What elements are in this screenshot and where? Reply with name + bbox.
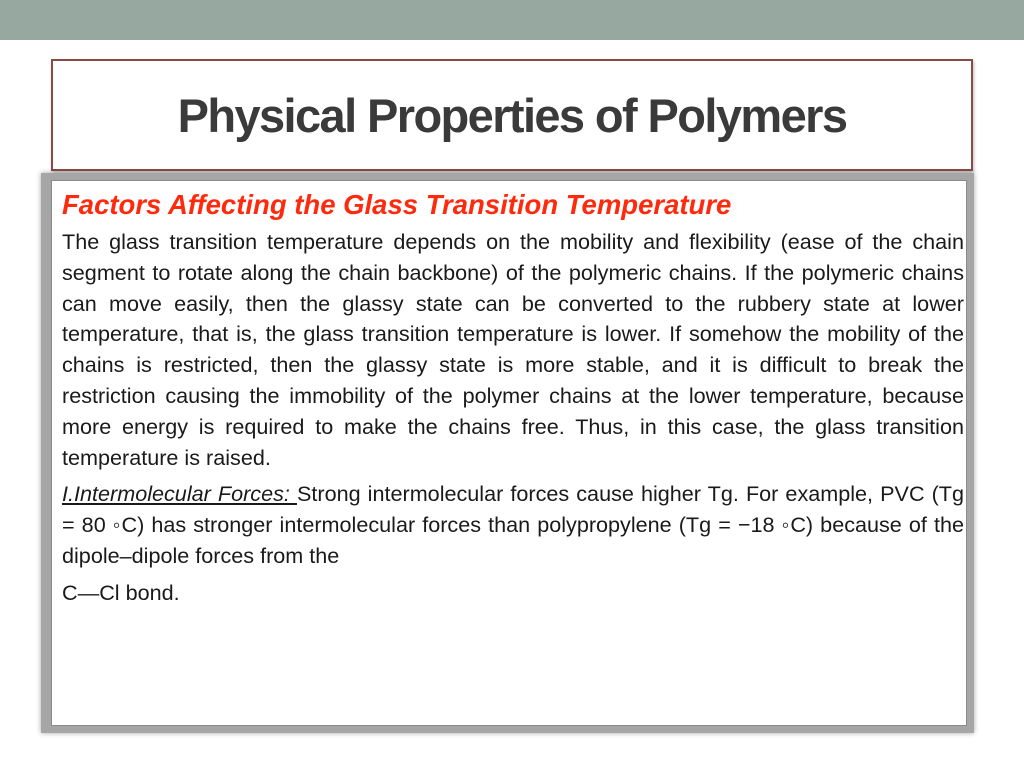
point-1-continuation: C—Cl bond.: [62, 579, 180, 605]
point-1-text: Strong intermolecular forces cause higher Tg. For example, PVC (Tg = 80 ◦C) has stronger intermolecular forces than polypropylene (Tg = −18 ◦C) because of the dipole–dipole forces from the: [62, 481, 965, 568]
title-box: [51, 59, 973, 171]
point-1: [62, 479, 964, 571]
section-heading: Factors Affecting the Glass Transition Temperature: [62, 189, 732, 220]
point-1-label: I.Intermolecular Forces:: [62, 481, 297, 507]
content-panel: [51, 180, 967, 726]
content-box: [41, 173, 974, 733]
slide-title: Physical Properties of Polymers: [177, 88, 847, 142]
top-band: [0, 0, 1024, 40]
paragraph-1: The glass transition temperature depends on the mobility and flexibility (ease of the chain segment to rotate along the chain backbone) of the polymeric chains. If the polymeric chains can move easily, then the glassy state can be converted to the rubbery state at lower temperature, that is, the glass transition temperature is lower. If somehow the mobility of the chains is restricted, then the glassy state is more stable, and it is difficult to break the restriction causing the immobility of the polymer chains at the lower temperature, because more energy is required to make the chains free. Thus, in this case, the glass transition temperature is raised.: [62, 229, 964, 470]
